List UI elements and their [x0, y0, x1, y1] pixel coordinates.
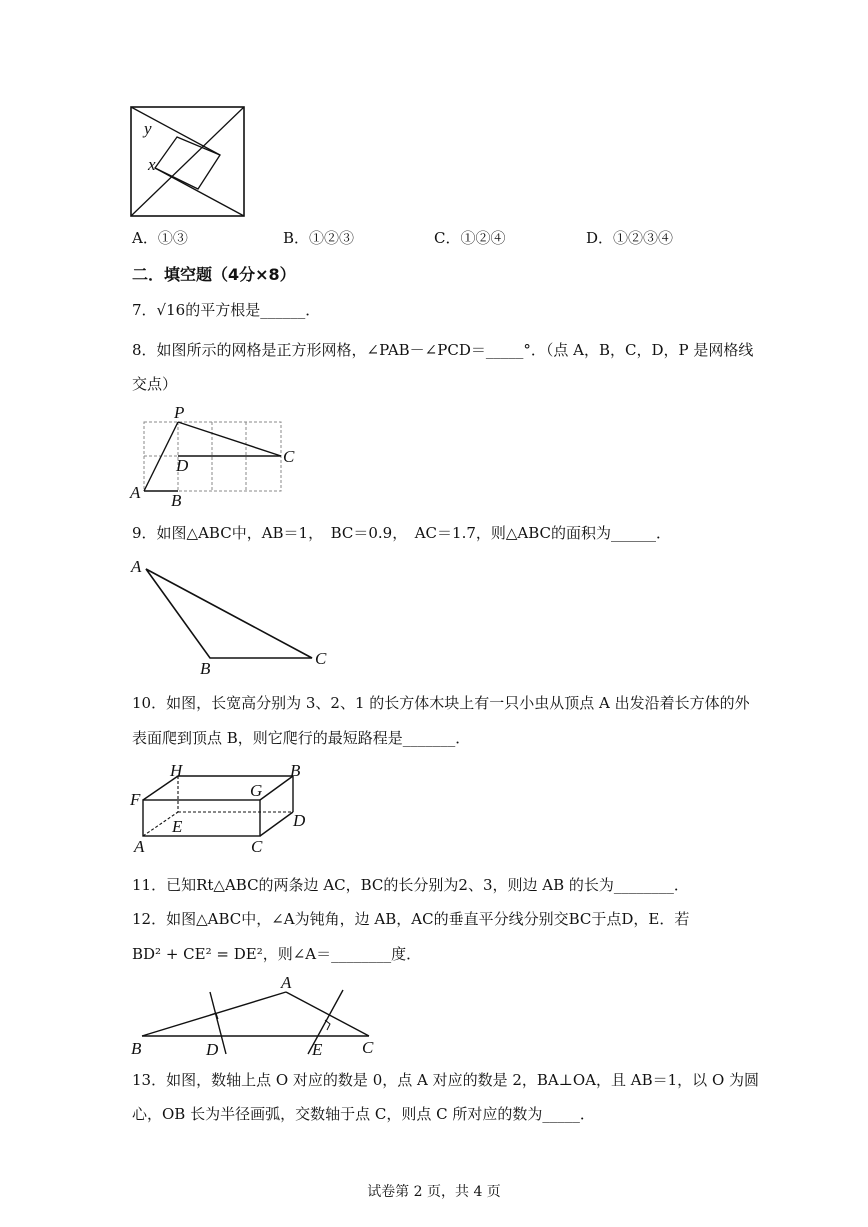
question-10-line1: 10．如图，长宽高分别为 3、2、1 的长方体木块上有一只小虫从顶点 A 出发沿着长方体的外	[132, 694, 750, 712]
q9-label-b: B	[200, 659, 211, 678]
q8-label-p: P	[174, 403, 185, 422]
q12-label-c: C	[362, 1038, 374, 1057]
question-7: 7．√16的平方根是______．	[132, 301, 321, 319]
q12-label-a: A	[281, 973, 292, 992]
q9-figure	[128, 554, 338, 678]
q10-label-h: H	[170, 762, 183, 780]
q10-label-b: B	[290, 762, 301, 780]
q10-label-d: D	[293, 811, 306, 830]
q10-figure	[128, 762, 318, 858]
q8-label-c: C	[283, 447, 295, 466]
question-12-line2: BD² + CE² = DE²，则∠A＝________度．	[132, 945, 422, 963]
q10-label-f: F	[130, 790, 141, 809]
q12-label-b: B	[131, 1039, 142, 1058]
q6-label-y: y	[144, 119, 152, 138]
option-c: C．①②④	[434, 229, 506, 247]
q6-figure	[128, 104, 248, 220]
q6-label-x: x	[148, 155, 156, 174]
q8-label-b: B	[171, 491, 182, 510]
q12-figure	[128, 972, 388, 1064]
page-footer: 试卷第 2 页，共 4 页	[367, 1184, 501, 1200]
q10-label-a: A	[134, 837, 145, 856]
question-12-line1: 12．如图△ABC中，∠A为钝角，边 AB，AC的垂直平分线分别交BC于点D，E．若	[132, 910, 690, 928]
q12-label-e: E	[312, 1040, 323, 1059]
q10-label-c: C	[251, 837, 263, 856]
question-11: 11．已知Rt△ABC的两条边 AC，BC的长分别为2、3，则边 AB 的长为________．	[132, 876, 689, 894]
q10-label-g: G	[250, 781, 263, 800]
q8-label-d: D	[176, 456, 189, 475]
question-10-line2: 表面爬到顶点 B，则它爬行的最短路程是_______．	[132, 729, 471, 747]
question-13-line2: 心，OB 长为半径画弧，交数轴于点 C，则点 C 所对应的数为_____．	[132, 1105, 595, 1123]
option-a: A．①③	[132, 229, 188, 247]
question-8-line2: 交点）	[132, 375, 178, 393]
question-13-line1: 13．如图，数轴上点 O 对应的数是 0，点 A 对应的数是 2，BA⊥OA，且 AB＝1，以 O 为圆	[132, 1071, 760, 1089]
q9-label-a: A	[131, 557, 142, 576]
section-fill-in-title: 二．填空题（4分×8）	[132, 265, 296, 284]
question-9: 9．如图△ABC中，AB＝1， BC＝0.9， AC＝1.7，则△ABC的面积为______．	[132, 524, 672, 542]
q8-label-a: A	[130, 483, 141, 502]
option-d: D．①②③④	[586, 229, 674, 247]
option-b: B．①②③	[283, 229, 355, 247]
question-8-line1: 8．如图所示的网格是正方形网格，∠PAB－∠PCD＝_____°．（点 A，B，C，D，P 是网格线	[132, 341, 754, 359]
q8-figure	[128, 402, 303, 510]
q12-label-d: D	[206, 1040, 219, 1059]
q9-label-c: C	[315, 649, 327, 668]
q10-label-e: E	[172, 817, 183, 836]
